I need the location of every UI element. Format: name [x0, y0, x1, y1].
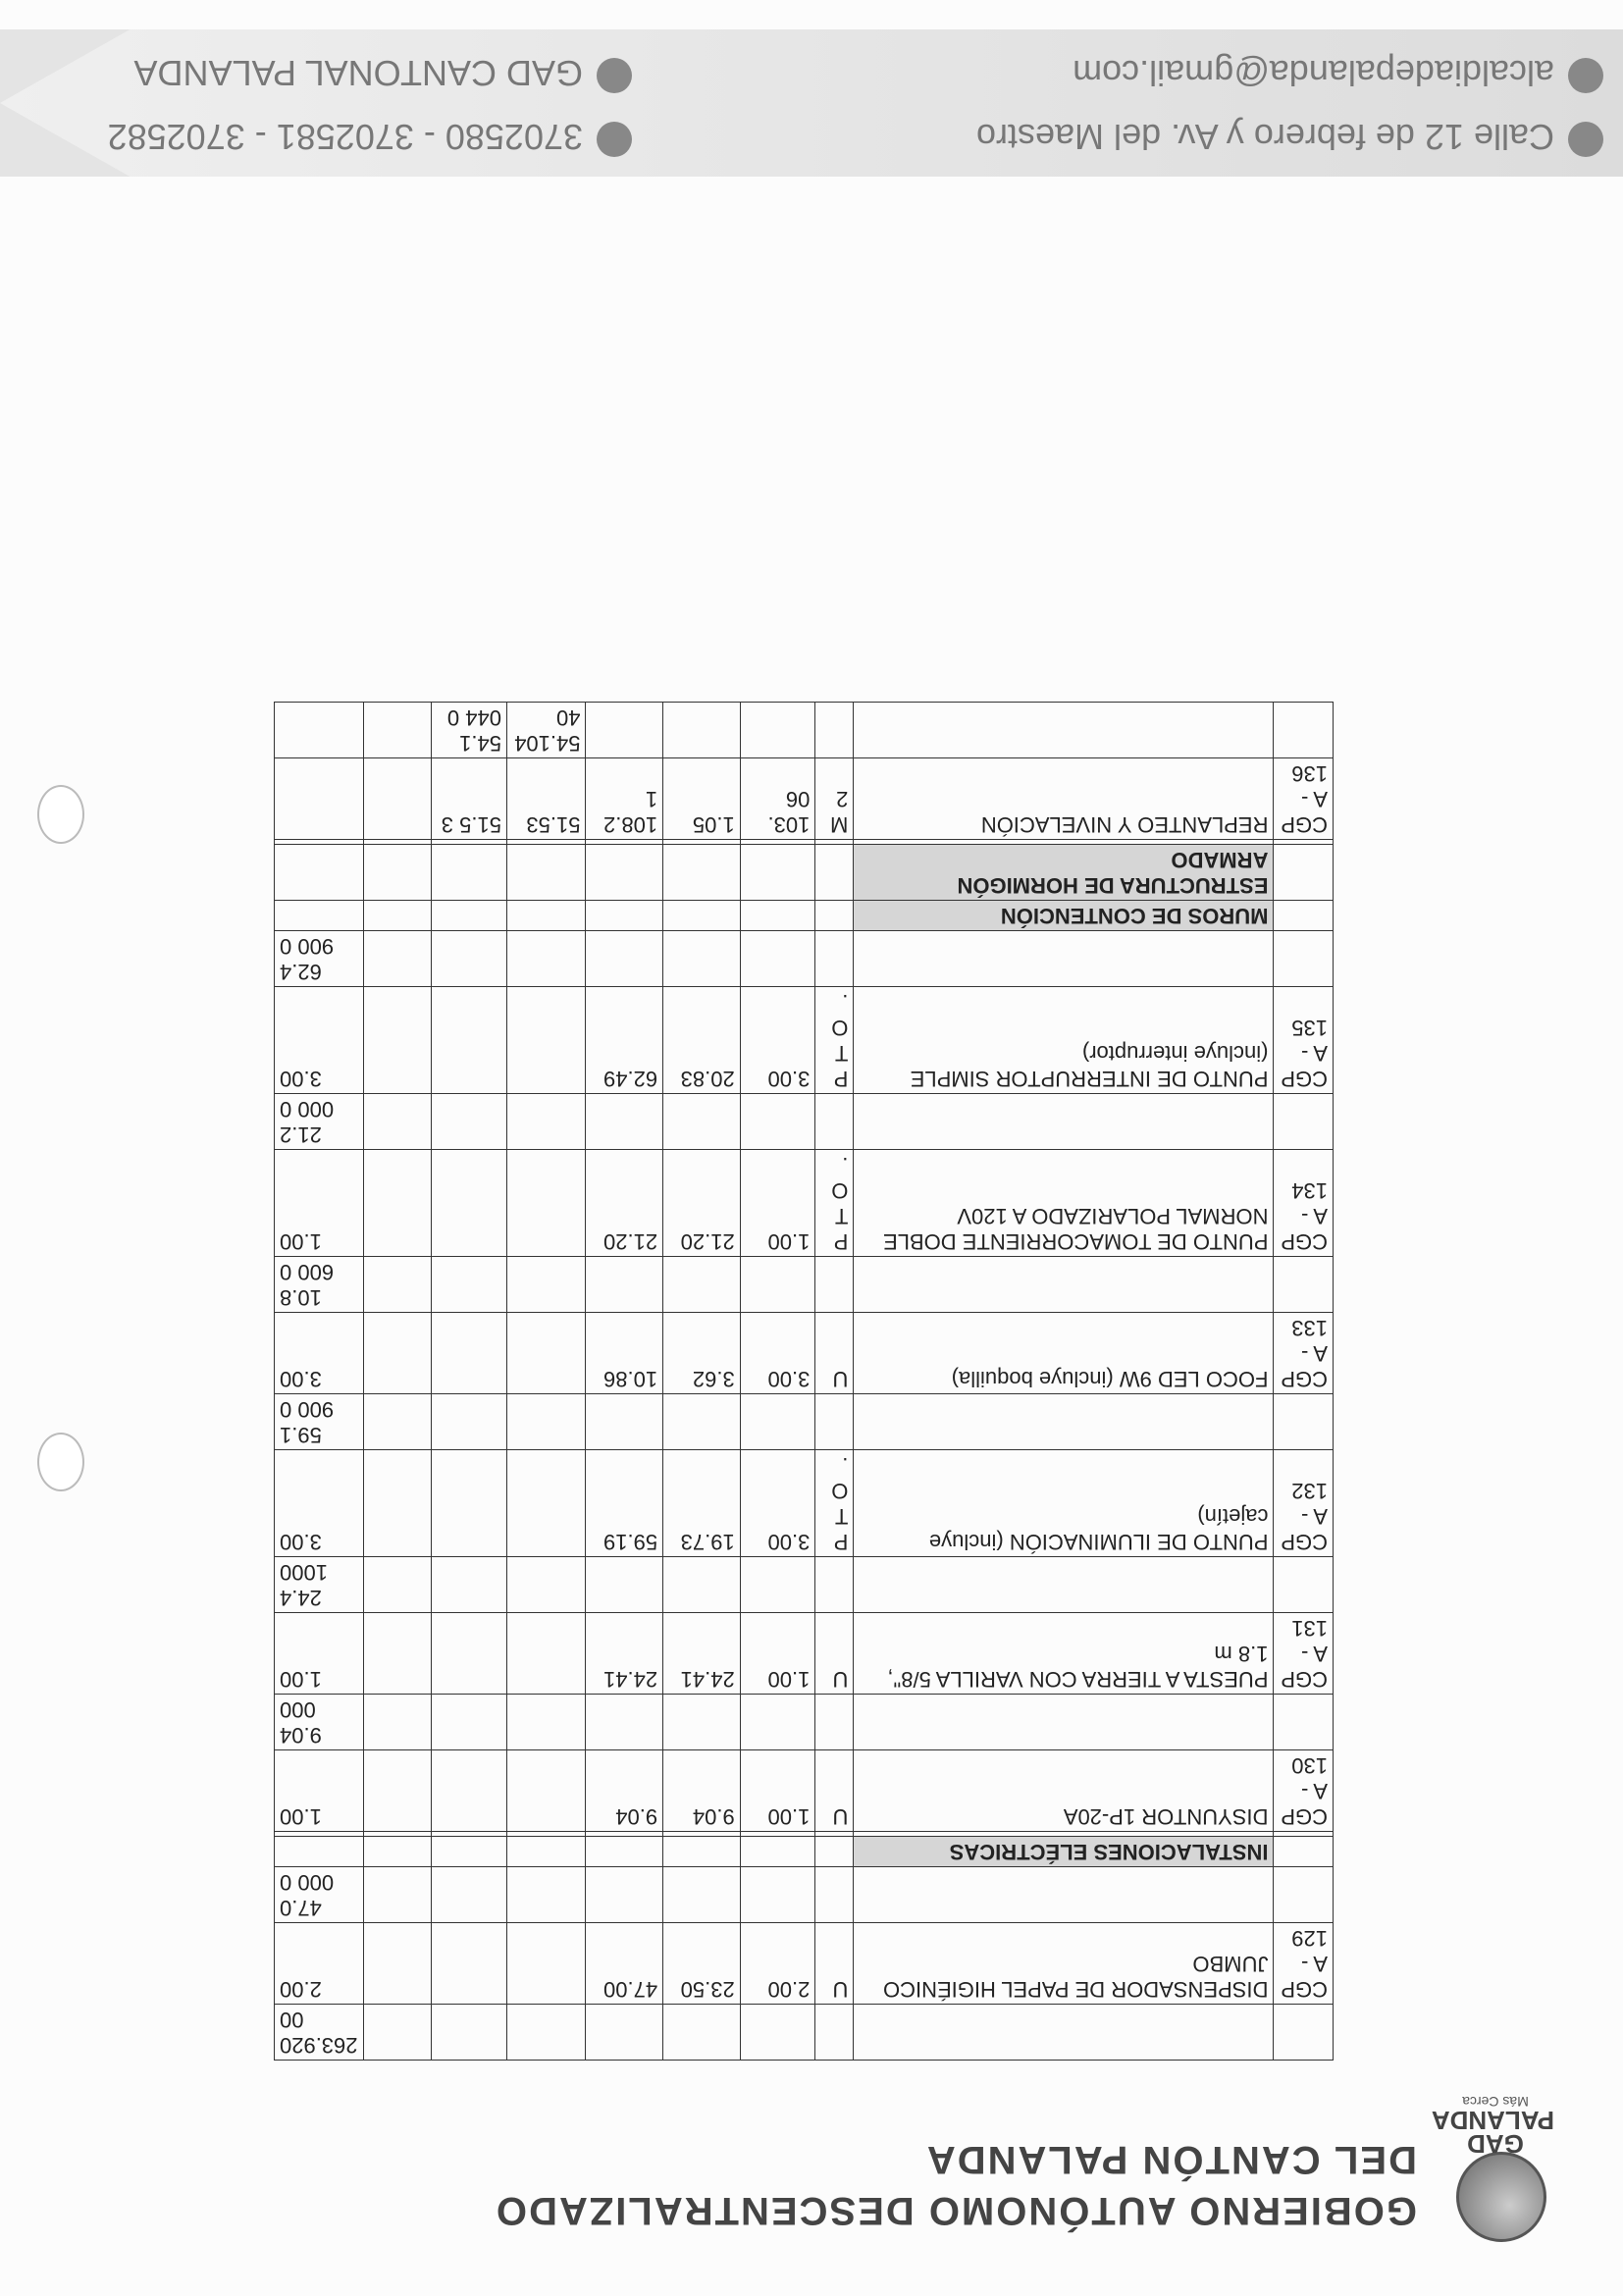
cell-e1	[506, 1613, 586, 1695]
cell-qty	[740, 1867, 815, 1923]
table-row	[275, 1750, 1334, 1832]
cell-tot: 2.00	[275, 1923, 364, 2005]
cell-e3	[363, 1923, 432, 2005]
cell-e2	[432, 1923, 507, 2005]
cell-tot: 24.4 1000	[275, 1557, 364, 1613]
cell-pu	[663, 1257, 741, 1313]
cell-e3	[363, 901, 432, 931]
cell-e2	[432, 1150, 507, 1257]
cell-e2: 54.1 044 0	[432, 703, 507, 758]
cell-e2	[432, 840, 507, 845]
cell-e3	[363, 1750, 432, 1832]
cell-pu	[663, 1867, 741, 1923]
cell-code	[1274, 840, 1334, 845]
phone-icon	[597, 122, 632, 157]
footer-email: alcaldiadepalanda@gmail.com	[1073, 53, 1554, 93]
cell-e2	[432, 1450, 507, 1557]
cell-pt: 9.04	[586, 1750, 663, 1832]
cell-code	[1274, 1557, 1334, 1613]
cell-e2	[432, 1557, 507, 1613]
cell-e2	[432, 1750, 507, 1832]
table-row	[275, 1394, 1334, 1450]
cell-tot: 3.00	[275, 1313, 364, 1394]
cell-qty	[740, 703, 815, 758]
cell-e1	[506, 1750, 586, 1832]
cell-qty	[740, 1257, 815, 1313]
cell-pu	[663, 1695, 741, 1750]
cell-e1	[506, 1450, 586, 1557]
cell-desc	[854, 1394, 1274, 1450]
cell-code	[1274, 1695, 1334, 1750]
cell-e2	[432, 845, 507, 901]
cell-qty: 1.00	[740, 1750, 815, 1832]
cell-tot: 1.00	[275, 1750, 364, 1832]
cell-tot	[275, 1832, 364, 1837]
cell-qty	[740, 1837, 815, 1867]
table-row	[275, 840, 1334, 845]
cell-desc	[854, 1557, 1274, 1613]
cell-unit: P T O .	[815, 987, 854, 1094]
cell-desc: MUROS DE CONTENCIÓN	[854, 901, 1274, 931]
cell-qty: 1.00	[740, 1613, 815, 1695]
cell-unit	[815, 1867, 854, 1923]
logo-text: GAD PALANDA	[1431, 2106, 1554, 2159]
cell-e1: 54.104 40	[506, 703, 586, 758]
cell-pu	[663, 1094, 741, 1150]
cell-e2	[432, 1613, 507, 1695]
cell-e2: 51.5 3	[432, 758, 507, 840]
cell-pt: 24.41	[586, 1613, 663, 1695]
cell-desc	[854, 1094, 1274, 1150]
cell-pt	[586, 1257, 663, 1313]
cell-pt	[586, 845, 663, 901]
cell-e1	[506, 987, 586, 1094]
cell-code: CGP A - 132	[1274, 1450, 1334, 1557]
cell-e1	[506, 840, 586, 845]
cell-unit: M 2	[815, 758, 854, 840]
facebook-icon	[597, 58, 632, 93]
cell-e1: 51.53	[506, 758, 586, 840]
cell-unit: U	[815, 1923, 854, 2005]
cell-tot: 1.00	[275, 1150, 364, 1257]
cell-unit	[815, 1094, 854, 1150]
cell-desc: PUESTA A TIERRA CON VARILLA 5/8", 1.8 m	[854, 1613, 1274, 1695]
cell-qty: 1.00	[740, 1150, 815, 1257]
cell-qty: 103. 06	[740, 758, 815, 840]
cell-pu	[663, 1557, 741, 1613]
cell-pt	[586, 1837, 663, 1867]
org-title: GOBIERNO AUTÓNOMO DESCENTRALIZADO	[494, 2189, 1417, 2232]
cell-desc: REPLANTEO Y NIVELACIÓN	[854, 758, 1274, 840]
table-row	[275, 1695, 1334, 1750]
cell-e1	[506, 845, 586, 901]
table-row	[275, 1923, 1334, 2005]
cell-pu: 9.04	[663, 1750, 741, 1832]
cell-qty	[740, 931, 815, 987]
cell-tot: 21.2 000 0	[275, 1094, 364, 1150]
cell-e3	[363, 1094, 432, 1150]
cell-desc	[854, 1832, 1274, 1837]
cell-pu: 23.50	[663, 1923, 741, 2005]
cell-e1	[506, 1150, 586, 1257]
cell-unit: P T O .	[815, 1150, 854, 1257]
table-row	[275, 987, 1334, 1094]
cell-e1	[506, 931, 586, 987]
cell-unit	[815, 1394, 854, 1450]
cell-e1	[506, 1094, 586, 1150]
cell-code	[1274, 1832, 1334, 1837]
cell-desc: INSTALACIONES ELÉCTRICAS	[854, 1837, 1274, 1867]
cell-code	[1274, 1094, 1334, 1150]
cell-e1	[506, 1394, 586, 1450]
cell-pt	[586, 1867, 663, 1923]
cell-desc: DISPENSADOR DE PAPEL HIGIÉNICO JUMBO	[854, 1923, 1274, 2005]
cell-pt	[586, 1832, 663, 1837]
cell-unit	[815, 901, 854, 931]
cell-desc	[854, 931, 1274, 987]
cell-code	[1274, 845, 1334, 901]
cell-code: CGP A - 130	[1274, 1750, 1334, 1832]
cell-code	[1274, 1394, 1334, 1450]
cell-e1	[506, 1832, 586, 1837]
cell-e1	[506, 1695, 586, 1750]
cell-tot	[275, 840, 364, 845]
cell-pu	[663, 703, 741, 758]
cell-e1	[506, 901, 586, 931]
cell-tot: 59.1 900 0	[275, 1394, 364, 1450]
cell-e3	[363, 1313, 432, 1394]
table-row	[275, 931, 1334, 987]
table-row	[275, 1094, 1334, 1150]
cell-pt	[586, 1557, 663, 1613]
cell-qty	[740, 840, 815, 845]
cell-qty	[740, 1094, 815, 1150]
cell-pu: 24.41	[663, 1613, 741, 1695]
table-row	[275, 1613, 1334, 1695]
cell-e3	[363, 1695, 432, 1750]
punch-hole	[37, 1433, 84, 1491]
top-value: 263.920 00	[275, 2005, 364, 2061]
cell-desc	[854, 1867, 1274, 1923]
cell-code	[1274, 1837, 1334, 1867]
cell-pt: 59.19	[586, 1450, 663, 1557]
footer-phone: 3702580 - 3702581 - 3702582	[107, 117, 583, 157]
cell-code	[1274, 703, 1334, 758]
cell-tot: 47.0 000 0	[275, 1867, 364, 1923]
cell-qty	[740, 845, 815, 901]
cell-pu	[663, 840, 741, 845]
cell-e1	[506, 1867, 586, 1923]
footer	[0, 29, 1623, 177]
logo-tagline: Más Cerca	[1462, 2094, 1529, 2110]
cell-qty	[740, 1557, 815, 1613]
cell-e3	[363, 987, 432, 1094]
cell-code: CGP A - 134	[1274, 1150, 1334, 1257]
cell-unit	[815, 840, 854, 845]
cell-e3	[363, 1832, 432, 1837]
cell-code	[1274, 1867, 1334, 1923]
cell-e2	[432, 1832, 507, 1837]
cell-pu	[663, 845, 741, 901]
cell-e3	[363, 758, 432, 840]
cell-code: CGP A - 136	[1274, 758, 1334, 840]
cell-e3	[363, 840, 432, 845]
cell-unit	[815, 1257, 854, 1313]
cell-code	[1274, 1257, 1334, 1313]
cell-e2	[432, 987, 507, 1094]
cell-desc: DISYUNTOR 1P-20A	[854, 1750, 1274, 1832]
footer-facebook: GAD CANTONAL PALANDA	[133, 53, 583, 93]
cell-e2	[432, 1313, 507, 1394]
cell-unit: P T O .	[815, 1450, 854, 1557]
cell-unit	[815, 1557, 854, 1613]
cell-e1	[506, 1313, 586, 1394]
cell-e2	[432, 1867, 507, 1923]
cell-e3	[363, 1394, 432, 1450]
cell-tot: 1.00	[275, 1613, 364, 1695]
cell-qty: 3.00	[740, 987, 815, 1094]
cell-e1	[506, 1923, 586, 2005]
cell-code: CGP A - 135	[1274, 987, 1334, 1094]
cell-pt	[586, 703, 663, 758]
table-row	[275, 1257, 1334, 1313]
cell-e3	[363, 931, 432, 987]
cell-pt	[586, 1394, 663, 1450]
letterhead	[82, 2094, 1554, 2242]
cell-pu	[663, 901, 741, 931]
table-row	[275, 1150, 1334, 1257]
cell-tot: 9.04 000	[275, 1695, 364, 1750]
cell-tot	[275, 901, 364, 931]
cell-code	[1274, 931, 1334, 987]
cell-desc: PUNTO DE INTERRUPTOR SIMPLE (incluye interruptor)	[854, 987, 1274, 1094]
cell-qty: 3.00	[740, 1450, 815, 1557]
table-row	[275, 2005, 1334, 2061]
cell-desc	[854, 1257, 1274, 1313]
cell-tot	[275, 758, 364, 840]
cell-pu	[663, 1394, 741, 1450]
cell-desc: FOCO LED 9W (incluye boquilla)	[854, 1313, 1274, 1394]
punch-hole	[37, 785, 84, 844]
table-row	[275, 845, 1334, 901]
cell-e2	[432, 931, 507, 987]
cell-e2	[432, 1837, 507, 1867]
cell-e3	[363, 1257, 432, 1313]
table-row	[275, 1313, 1334, 1394]
cell-unit	[815, 1832, 854, 1837]
cell-e3	[363, 1557, 432, 1613]
table-row	[275, 1557, 1334, 1613]
cell-desc	[854, 1695, 1274, 1750]
cell-qty	[740, 1832, 815, 1837]
cell-e3	[363, 1150, 432, 1257]
cell-tot: 3.00	[275, 1450, 364, 1557]
footer-address: Calle 12 de febrero y Av. del Maestro	[976, 117, 1554, 157]
cell-code: CGP A - 129	[1274, 1923, 1334, 2005]
cell-e3	[363, 1837, 432, 1867]
cell-tot	[275, 845, 364, 901]
cell-pu	[663, 1837, 741, 1867]
cell-e2	[432, 1094, 507, 1150]
cell-pt: 62.49	[586, 987, 663, 1094]
table-row	[275, 901, 1334, 931]
org-subtitle: DEL CANTÓN PALANDA	[924, 2138, 1417, 2181]
cell-e3	[363, 1613, 432, 1695]
cell-tot	[275, 1837, 364, 1867]
gad-logo	[1417, 2094, 1554, 2242]
cell-e1	[506, 1837, 586, 1867]
cell-qty: 3.00	[740, 1313, 815, 1394]
logo-emblem-icon	[1456, 2152, 1546, 2242]
cell-code	[1274, 901, 1334, 931]
cell-code: CGP A - 133	[1274, 1313, 1334, 1394]
location-icon	[1568, 122, 1603, 157]
cell-pu	[663, 931, 741, 987]
cell-e3	[363, 845, 432, 901]
cell-qty	[740, 1695, 815, 1750]
cell-desc: PUNTO DE ILUMINACIÓN (incluye cajetín)	[854, 1450, 1274, 1557]
cell-unit	[815, 845, 854, 901]
table-row	[275, 1837, 1334, 1867]
cell-tot: 3.00	[275, 987, 364, 1094]
cell-tot	[275, 703, 364, 758]
cell-e1	[506, 1257, 586, 1313]
cell-e3	[363, 1867, 432, 1923]
cell-tot: 62.4 900 0	[275, 931, 364, 987]
cell-desc: PUNTO DE TOMACORRIENTE DOBLE NORMAL POLARIZADO A 120V	[854, 1150, 1274, 1257]
cell-pt: 21.20	[586, 1150, 663, 1257]
cell-qty: 2.00	[740, 1923, 815, 2005]
cell-desc: ESTRUCTURA DE HORMIGÓN ARMADO	[854, 845, 1274, 901]
cell-pt: 108.2 1	[586, 758, 663, 840]
table-row	[275, 703, 1334, 758]
cell-e2	[432, 1257, 507, 1313]
table-row	[275, 1832, 1334, 1837]
cell-pu: 21.20	[663, 1150, 741, 1257]
cell-pt	[586, 931, 663, 987]
cell-desc	[854, 840, 1274, 845]
cell-qty	[740, 1394, 815, 1450]
cell-unit: U	[815, 1750, 854, 1832]
cell-pu: 19.73	[663, 1450, 741, 1557]
table-row	[275, 1867, 1334, 1923]
cell-qty	[740, 901, 815, 931]
cell-code: CGP A - 131	[1274, 1613, 1334, 1695]
cell-unit	[815, 1695, 854, 1750]
cell-e2	[432, 901, 507, 931]
cell-pt	[586, 840, 663, 845]
budget-table	[274, 702, 1334, 2061]
table-row	[275, 1450, 1334, 1557]
cell-pt	[586, 901, 663, 931]
cell-unit: U	[815, 1613, 854, 1695]
cell-pt: 10.86	[586, 1313, 663, 1394]
cell-pt	[586, 1094, 663, 1150]
cell-desc	[854, 703, 1274, 758]
cell-e3	[363, 1450, 432, 1557]
table-row	[275, 758, 1334, 840]
cell-pu: 3.62	[663, 1313, 741, 1394]
cell-unit	[815, 703, 854, 758]
cell-e2	[432, 1695, 507, 1750]
cell-pu	[663, 1832, 741, 1837]
cell-unit	[815, 1837, 854, 1867]
cell-pu: 20.83	[663, 987, 741, 1094]
cell-e3	[363, 703, 432, 758]
cell-pu: 1.05	[663, 758, 741, 840]
cell-unit: U	[815, 1313, 854, 1394]
cell-pt: 47.00	[586, 1923, 663, 2005]
cell-tot: 10.8 600 0	[275, 1257, 364, 1313]
cell-e1	[506, 1557, 586, 1613]
cell-pt	[586, 1695, 663, 1750]
cell-unit	[815, 931, 854, 987]
mail-icon	[1568, 58, 1603, 93]
cell-e2	[432, 1394, 507, 1450]
